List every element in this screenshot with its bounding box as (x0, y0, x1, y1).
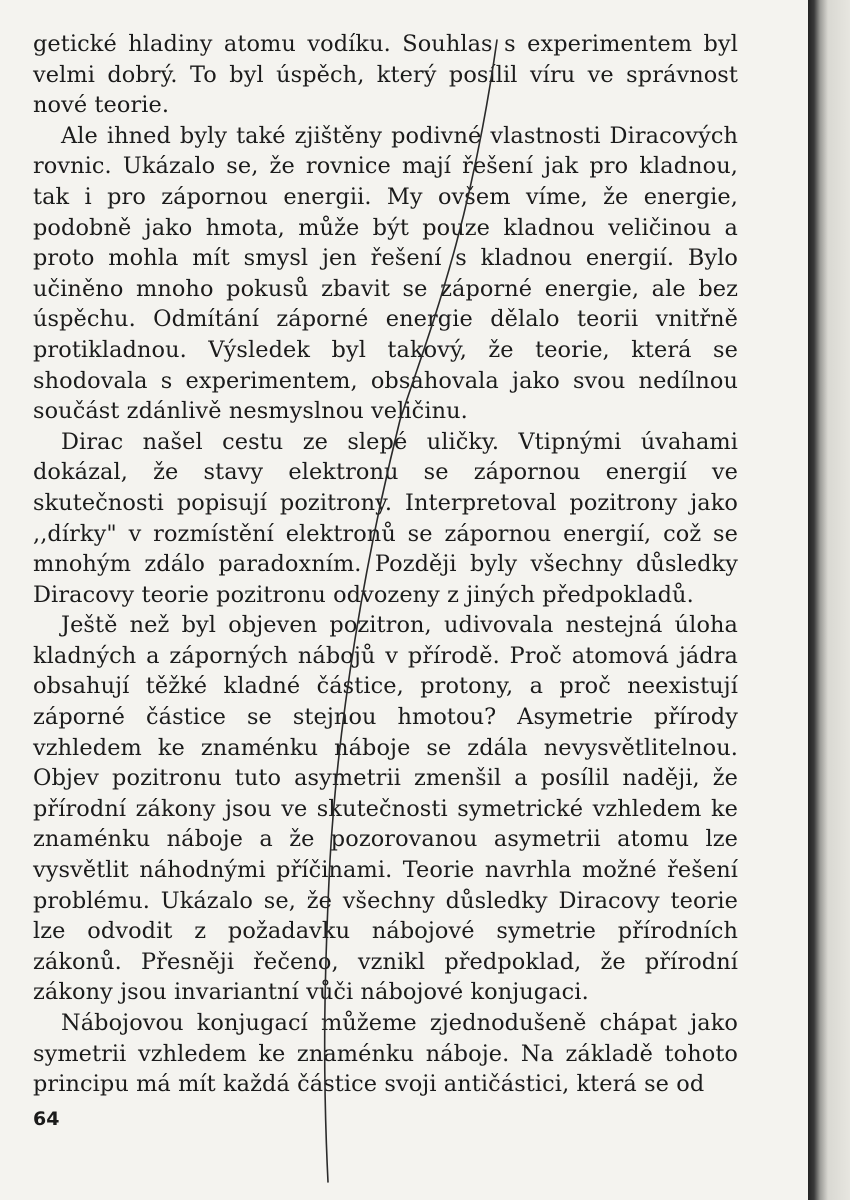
paragraph-2: Ale ihned byly také zjištěny podivné vlastnosti Diracových rovnic. Ukázalo se, že rovnice mají řešení jak pro kladnou, tak i pro zápornou energii. My ovšem víme, že energie, podobně jako hmota, může být pouze kladnou veličinou a proto mohla mít smysl jen řešení s kladnou energií. Bylo učiněno mnoho pokusů zbavit se záporné energie, ale bez úspěchu. Odmítání záporné energie dělalo teorii vnitřně protikladnou. Výsledek byl takový, že teorie, která se shodovala s experimentem, obsahovala jako svou nedílnou součást zdánlivě nesmyslnou veličinu. (33, 122, 738, 425)
page-number: 64 (33, 1108, 60, 1130)
pen-stroke (325, 40, 497, 1182)
paragraph-5: Nábojovou konjugací můžeme zjednodušeně chápat jako symetrii vzhledem ke znaménku náboje. Na základě tohoto principu má mít každá částice svoji antičástici, která se od (33, 1010, 738, 1098)
paragraph-1: getické hladiny atomu vodíku. Souhlas s experimentem byl velmi dobrý. To byl úspěch, který posílil víru ve správnost nové teorie. (33, 31, 738, 119)
paragraph-4: Ještě než byl objeven pozitron, udivovala nestejná úloha kladných a záporných nábojů v přírodě. Proč atomová jádra obsahují těžké kladné částice, protony, a proč neexistují záporné částice se stejnou hmotou? Asymetrie přírody vzhledem ke znaménku náboje se zdála nevysvětlitelnou. Objev pozitronu tuto asymetrii zmenšil a posílil naději, že přírodní zákony jsou ve skutečnosti symetrické vzhledem ke znaménku náboje a že pozorovanou asymetrii atomu lze vysvětlit náhodnými příčinami. Teorie navrhla možné řešení problému. Ukázalo se, že všechny důsledky Diracovy teorie lze odvodit z požadavku nábojové symetrie přírodních zákonů. Přesněji řečeno, vznikl předpoklad, že přírodní zákony jsou invariantní vůči nábojové konjugaci. (33, 612, 738, 1006)
paragraph-3: Dirac našel cestu ze slepé uličky. Vtipnými úvahami dokázal, že stavy elektronu se zápornou energií ve skutečnosti popisují pozitrony. Interpretoval pozitrony jako ,,dírky" v rozmístění elektronů se zápornou energií, což se mnohým zdálo paradoxním. Později byly všechny důsledky Diracovy teorie pozitronu odvozeny z jiných předpokladů. (33, 428, 738, 608)
